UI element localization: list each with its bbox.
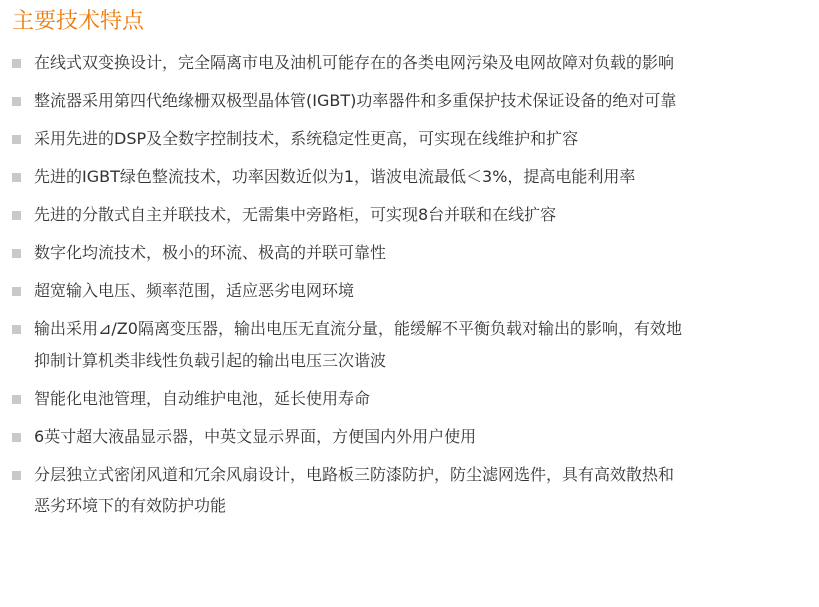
feature-text: 输出采用⊿/Z0隔离变压器，输出电压无直流分量，能缓解不平衡负载对输出的影响，有效地抑制计算机类非线性负载引起的输出电压三次谐波 <box>34 319 682 370</box>
square-bullet-icon <box>12 287 21 296</box>
square-bullet-icon <box>12 135 21 144</box>
feature-text: 分层独立式密闭风道和冗余风扇设计，电路板三防漆防护，防尘滤网选件，具有高效散热和恶劣环境下的有效防护功能 <box>34 464 675 515</box>
section-title: 主要技术特点 <box>12 9 145 34</box>
square-bullet-icon <box>12 249 21 258</box>
square-bullet-icon <box>12 59 21 68</box>
list-item <box>12 383 684 415</box>
list-item <box>12 123 684 155</box>
square-bullet-icon <box>12 173 21 182</box>
feature-text: 采用先进的DSP及全数字控制技术，系统稳定性更高，可实现在线维护和扩容 <box>34 129 579 148</box>
feature-text: 6英寸超大液晶显示器，中英文显示界面，方便国内外用户使用 <box>34 426 477 446</box>
list-item <box>12 161 684 193</box>
list-item <box>12 85 684 117</box>
square-bullet-icon <box>12 395 21 404</box>
square-bullet-icon <box>12 211 21 220</box>
feature-text: 数字化均流技术，极小的环流、极高的并联可靠性 <box>34 243 387 262</box>
list-item <box>12 313 684 376</box>
square-bullet-icon <box>12 97 21 106</box>
feature-text: 先进的IGBT绿色整流技术，功率因数近似为1，谐波电流最低＜3%，提高电能利用率 <box>34 167 636 186</box>
feature-text: 在线式双变换设计，完全隔离市电及油机可能存在的各类电网污染及电网故障对负载的影响 <box>34 53 675 72</box>
list-item <box>12 459 684 522</box>
list-item <box>12 275 684 307</box>
feature-text: 先进的分散式自主并联技术，无需集中旁路柜，可实现8台并联和在线扩容 <box>34 205 557 224</box>
list-item <box>12 421 684 453</box>
feature-text: 智能化电池管理，自动维护电池，延长使用寿命 <box>34 388 371 408</box>
feature-text: 整流器采用第四代绝缘栅双极型晶体管(IGBT)功率器件和多重保护技术保证设备的绝对可靠 <box>34 91 677 110</box>
list-item <box>12 47 684 79</box>
square-bullet-icon <box>12 471 21 480</box>
square-bullet-icon <box>12 325 21 334</box>
list-item <box>12 199 684 231</box>
list-item <box>12 237 684 269</box>
feature-text: 超宽输入电压、频率范围，适应恶劣电网环境 <box>34 281 355 300</box>
feature-list <box>12 47 819 522</box>
square-bullet-icon <box>12 433 21 442</box>
